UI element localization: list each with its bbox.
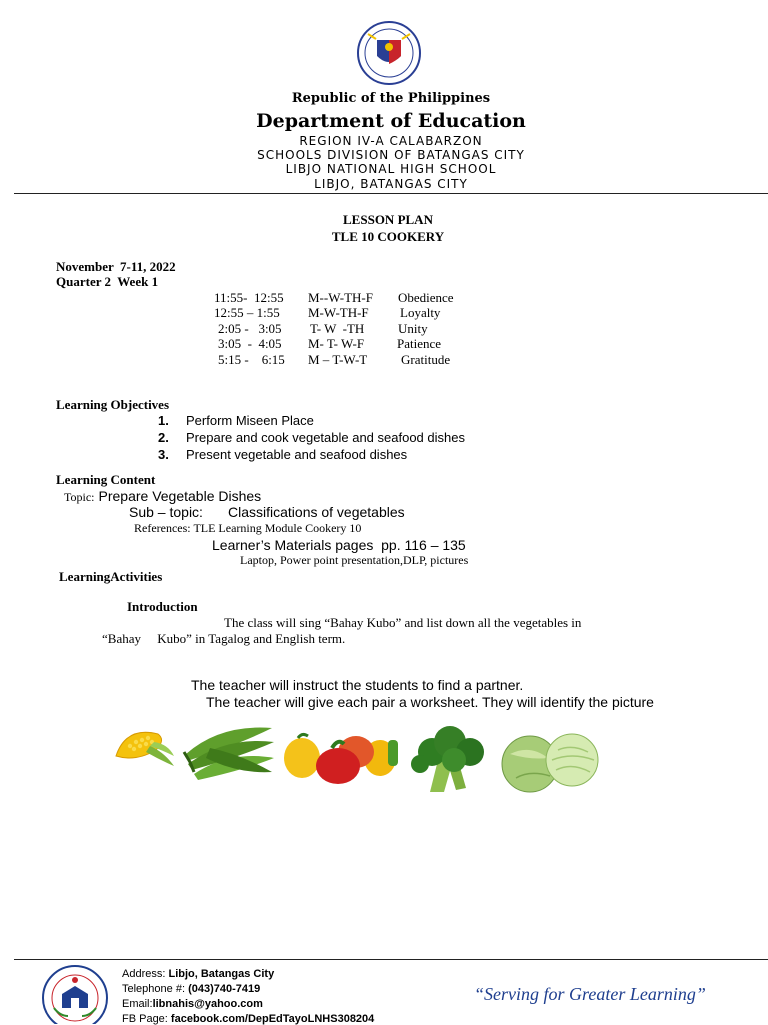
- address-value: Libjo, Batangas City: [168, 968, 275, 980]
- location-line: LIBJO, BATANGAS CITY: [314, 177, 468, 191]
- region-line: REGION IV-A CALABARZON: [299, 134, 483, 148]
- schedule-time: 12:55 – 1:55: [214, 305, 280, 320]
- subject-title: TLE 10 COOKERY: [331, 229, 445, 244]
- objective-number: 3.: [158, 447, 169, 462]
- schedule-time: 3:05 - 4:05: [218, 336, 282, 351]
- schedule-section: Patience: [397, 336, 442, 351]
- school-logo: [40, 964, 110, 1024]
- references-line: [134, 521, 361, 536]
- republic-line: Republic of the Philippines: [291, 91, 491, 106]
- email-label: Email:: [122, 998, 153, 1010]
- lesson-plan-title: LESSON PLAN: [343, 212, 433, 227]
- schedule-section: Obedience: [398, 290, 454, 305]
- objective-item: [158, 447, 407, 462]
- division-line: SCHOOLS DIVISION OF BATANGAS CITY: [257, 148, 525, 162]
- objective-number: 2.: [158, 430, 169, 445]
- intro-text-line1: The class will sing “Bahay Kubo” and list down all the vegetables in: [224, 615, 582, 630]
- lesson-date: November 7-11, 2022: [56, 259, 176, 274]
- schedule-row: [0, 336, 768, 352]
- cabbage-image: [500, 730, 600, 796]
- objective-number: 1.: [158, 413, 169, 428]
- school-line: LIBJO NATIONAL HIGH SCHOOL: [285, 162, 497, 176]
- objective-item: [158, 430, 465, 445]
- schedule-section: Unity: [398, 321, 428, 336]
- address-label: Address:: [122, 968, 169, 980]
- subtopic-value: Classifications of vegetables: [228, 504, 405, 520]
- corn-image: [106, 716, 176, 776]
- schedule-row: [0, 290, 768, 306]
- subtopic-label: Sub – topic:: [129, 504, 203, 520]
- quarter-week: Quarter 2 Week 1: [56, 274, 159, 289]
- objectives-heading: Learning Objectives: [56, 397, 170, 412]
- fb-label: FB Page:: [122, 1013, 171, 1025]
- bell-pepper-image: [282, 730, 400, 786]
- broccoli-image: [408, 724, 494, 794]
- references-value: TLE Learning Module Cookery 10: [193, 521, 362, 535]
- content-heading: Learning Content: [56, 472, 156, 487]
- activities-heading: LearningActivities: [59, 569, 163, 584]
- schedule-days: M--W-TH-F: [308, 290, 373, 305]
- intro-text-line2: “Bahay Kubo” in Tagalog and English term.: [102, 631, 346, 646]
- department-title: Department of Education: [256, 110, 526, 132]
- email-value[interactable]: libnahis@yahoo.com: [152, 998, 263, 1010]
- objective-text: Present vegetable and seafood dishes: [186, 447, 408, 462]
- topic-value: Prepare Vegetable Dishes: [98, 488, 262, 504]
- instruction-line2: The teacher will give each pair a worksheet. They will identify the picture: [206, 694, 654, 710]
- deped-seal: [356, 20, 422, 86]
- footer-telephone: [122, 983, 260, 995]
- schedule-days: M-W-TH-F: [308, 305, 369, 320]
- introduction-heading: Introduction: [127, 599, 198, 614]
- schedule-row: [0, 321, 768, 337]
- references-label: References:: [134, 521, 191, 535]
- telephone-label: Telephone #:: [122, 983, 189, 995]
- lm-pages: Learner’s Materials pages pp. 116 – 135: [212, 537, 466, 553]
- schedule-section: Loyalty: [400, 305, 441, 320]
- schedule-time: 5:15 - 6:15: [218, 352, 285, 367]
- objective-text: Perform Miseen Place: [186, 413, 314, 428]
- objective-item: [158, 413, 314, 428]
- footer-email: [122, 998, 263, 1010]
- footer-address: [122, 968, 274, 980]
- schedule-row: [0, 352, 768, 368]
- schedule-days: M – T-W-T: [308, 352, 368, 367]
- footer-fb: [122, 1013, 374, 1025]
- instruction-line1: The teacher will instruct the students to find a partner.: [191, 677, 524, 693]
- objective-text: Prepare and cook vegetable and seafood dishes: [186, 430, 465, 445]
- telephone-value: (043)740-7419: [188, 983, 261, 995]
- schedule-time: 2:05 - 3:05: [218, 321, 282, 336]
- school-motto: “Serving for Greater Learning”: [474, 984, 706, 1004]
- schedule-section: Gratitude: [401, 352, 451, 367]
- materials-line: Laptop, Power point presentation,DLP, pictures: [240, 553, 469, 567]
- schedule-time: 11:55- 12:55: [214, 290, 284, 305]
- schedule-row: [0, 305, 768, 321]
- okra-image: [180, 714, 278, 784]
- topic-label: Topic:: [64, 490, 95, 504]
- schedule-days: T- W -TH: [310, 321, 365, 336]
- fb-value[interactable]: facebook.com/DepEdTayoLNHS308204: [170, 1013, 375, 1025]
- header-divider: [14, 193, 768, 194]
- schedule-days: M- T- W-F: [308, 336, 365, 351]
- footer-divider: [14, 959, 768, 960]
